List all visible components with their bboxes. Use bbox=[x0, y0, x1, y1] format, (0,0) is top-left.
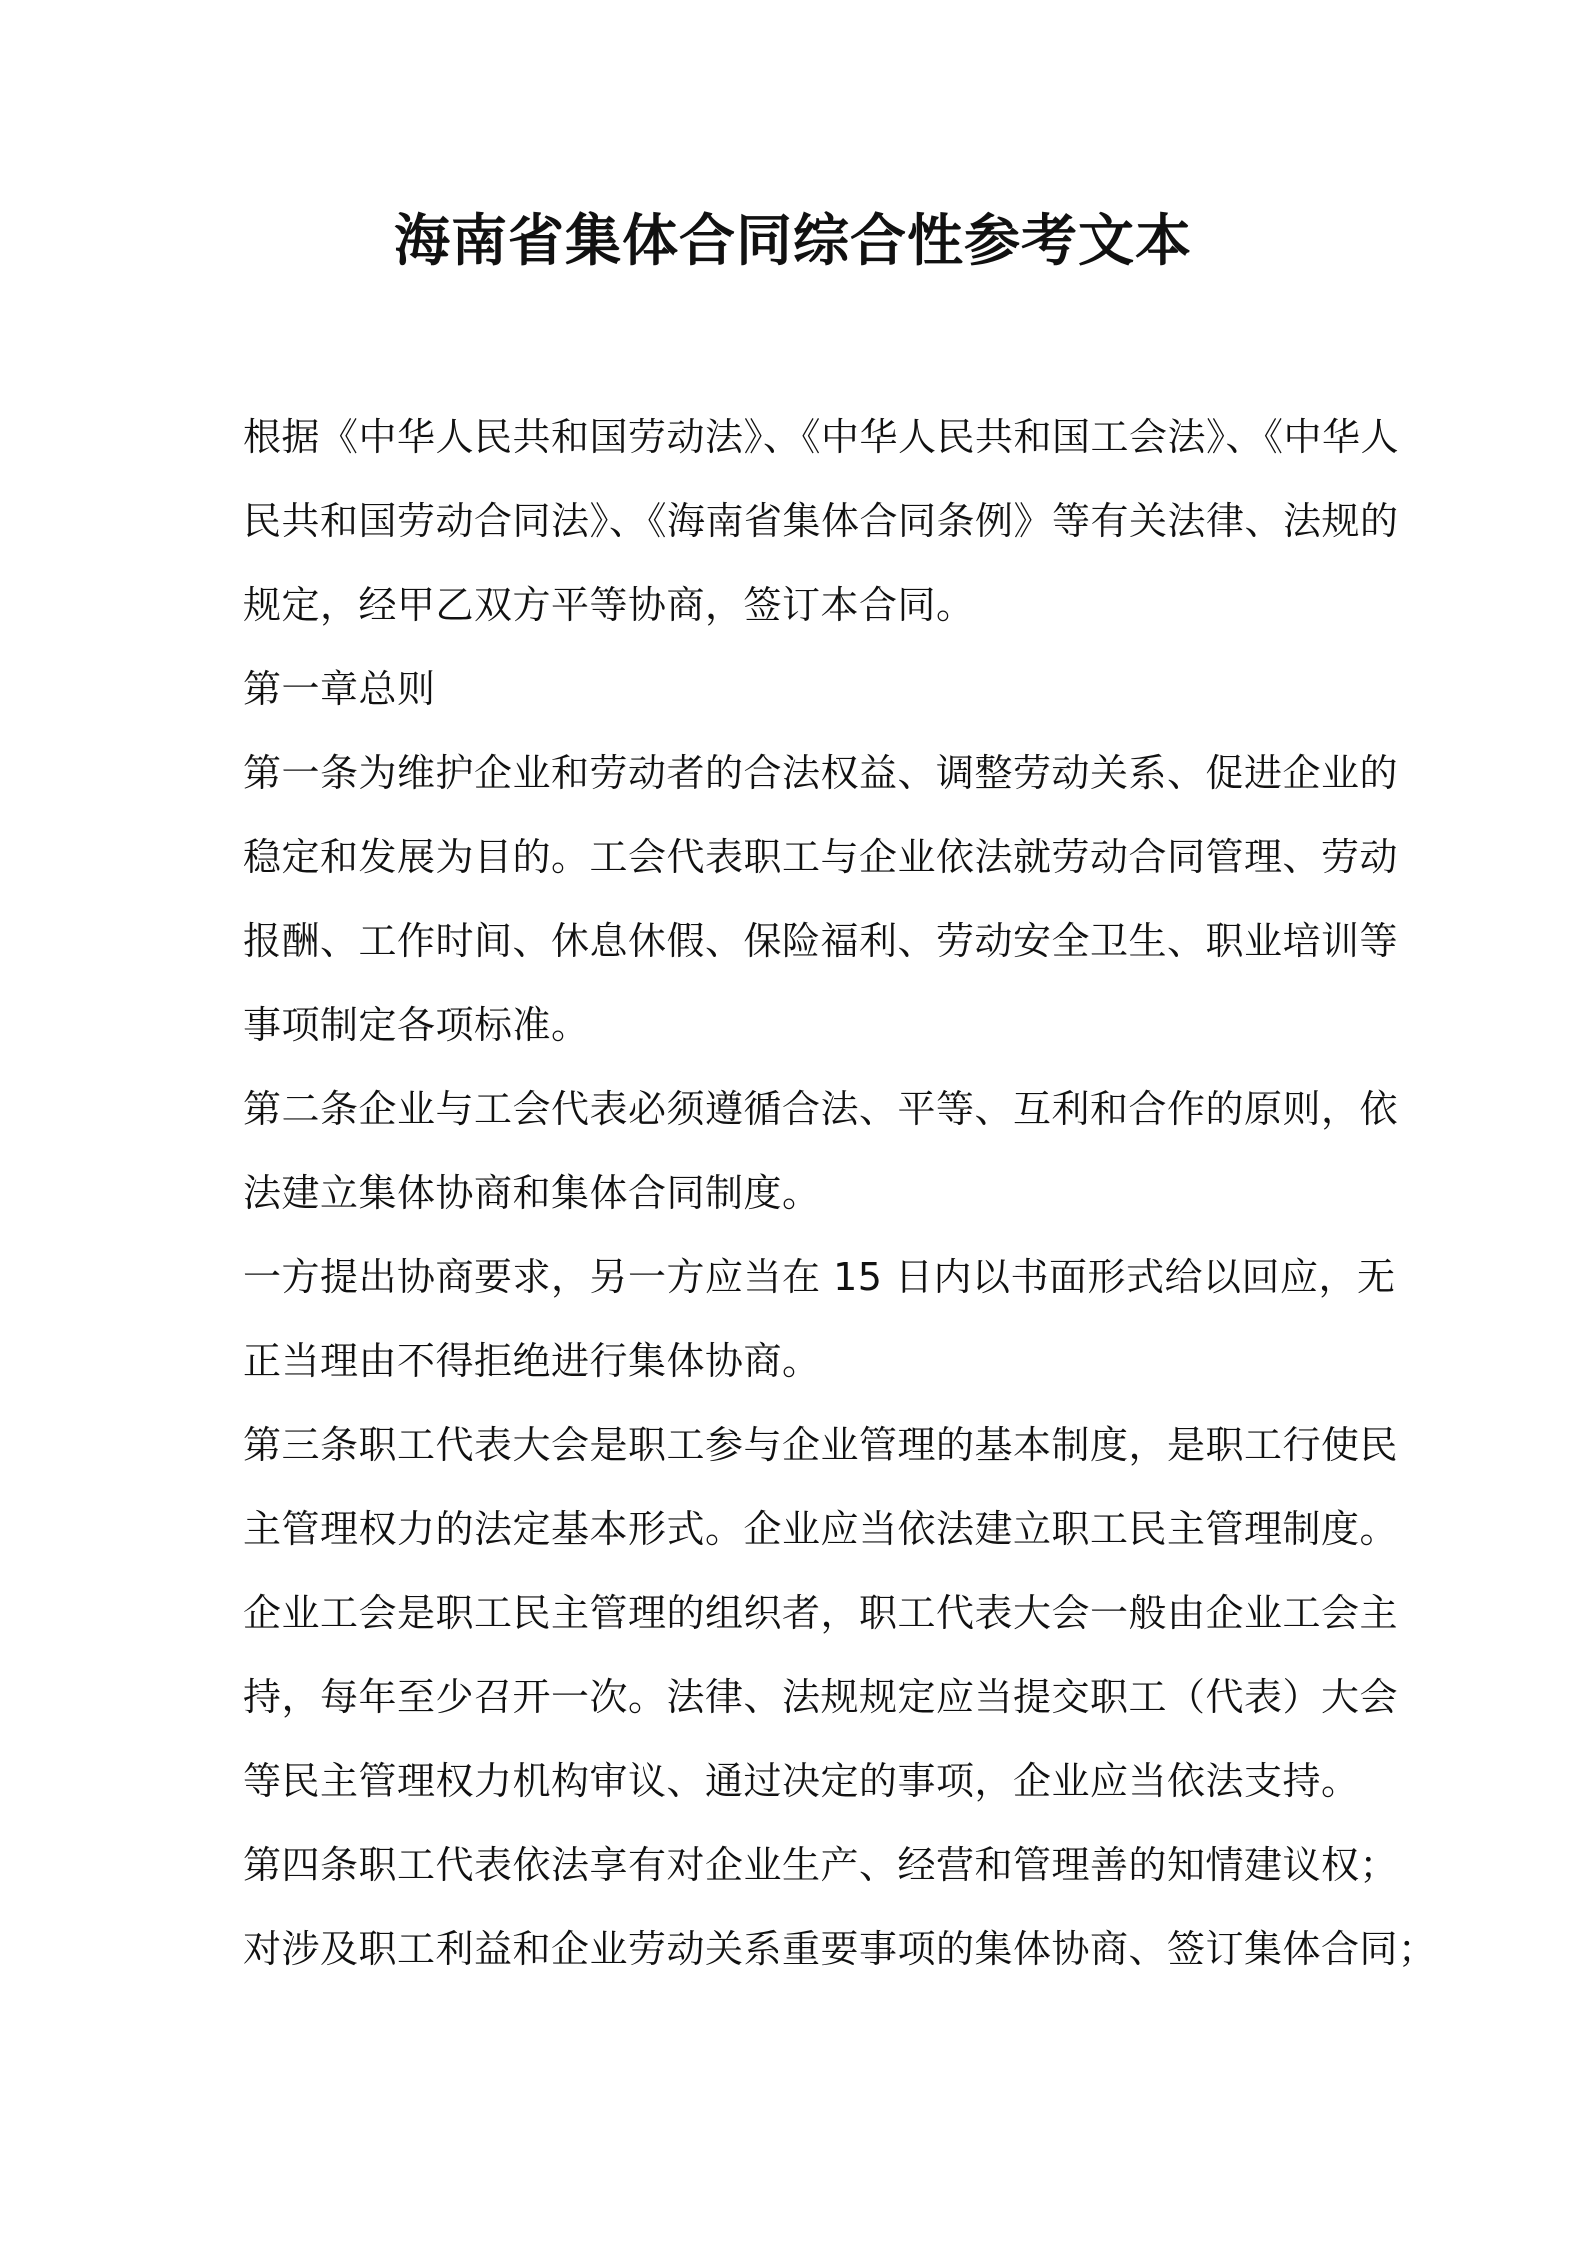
text-line: 事项制定各项标准。 bbox=[243, 1003, 590, 1047]
text-line: 稳定和发展为目的。工会代表职工与企业依法就劳动合同管理、劳动 bbox=[243, 835, 1399, 879]
text-line: 主管理权力的法定基本形式。企业应当依法建立职工民主管理制度。 bbox=[243, 1507, 1399, 1551]
text-line: 第四条职工代表依法享有对企业生产、经营和管理善的知情建议权； bbox=[243, 1843, 1399, 1887]
text-line: 持，每年至少召开一次。法律、法规规定应当提交职工（代表）大会 bbox=[243, 1675, 1399, 1719]
document-title: 海南省集体合同综合性参考文本 bbox=[394, 209, 1192, 274]
text-line: 第三条职工代表大会是职工参与企业管理的基本制度，是职工行使民 bbox=[243, 1423, 1399, 1467]
text-line: 民共和国劳动合同法》、《海南省集体合同条例》等有关法律、法规的 bbox=[243, 499, 1399, 543]
text-line: 对涉及职工利益和企业劳动关系重要事项的集体协商、签订集体合同； bbox=[243, 1927, 1437, 1971]
document-body bbox=[243, 395, 1437, 1991]
text-line: 第二条企业与工会代表必须遵循合法、平等、互利和合作的原则，依 bbox=[243, 1087, 1399, 1131]
text-line: 规定，经甲乙双方平等协商，签订本合同。 bbox=[243, 583, 975, 627]
text-line: 一方提出协商要求，另一方应当在 15 日内以书面形式给以回应，无 bbox=[243, 1255, 1396, 1299]
text-line: 企业工会是职工民主管理的组织者，职工代表大会一般由企业工会主 bbox=[243, 1591, 1399, 1635]
text-line: 等民主管理权力机构审议、通过决定的事项，企业应当依法支持。 bbox=[243, 1759, 1360, 1803]
text-line: 第一条为维护企业和劳动者的合法权益、调整劳动关系、促进企业的 bbox=[243, 751, 1399, 795]
text-line: 根据《中华人民共和国劳动法》、《中华人民共和国工会法》、《中华人 bbox=[243, 415, 1400, 459]
text-line: 报酬、工作时间、休息休假、保险福利、劳动安全卫生、职业培训等 bbox=[243, 919, 1399, 963]
text-line: 法建立集体协商和集体合同制度。 bbox=[243, 1171, 821, 1215]
chapter-heading: 第一章总则 bbox=[243, 667, 436, 711]
text-line: 正当理由不得拒绝进行集体协商。 bbox=[243, 1339, 821, 1383]
